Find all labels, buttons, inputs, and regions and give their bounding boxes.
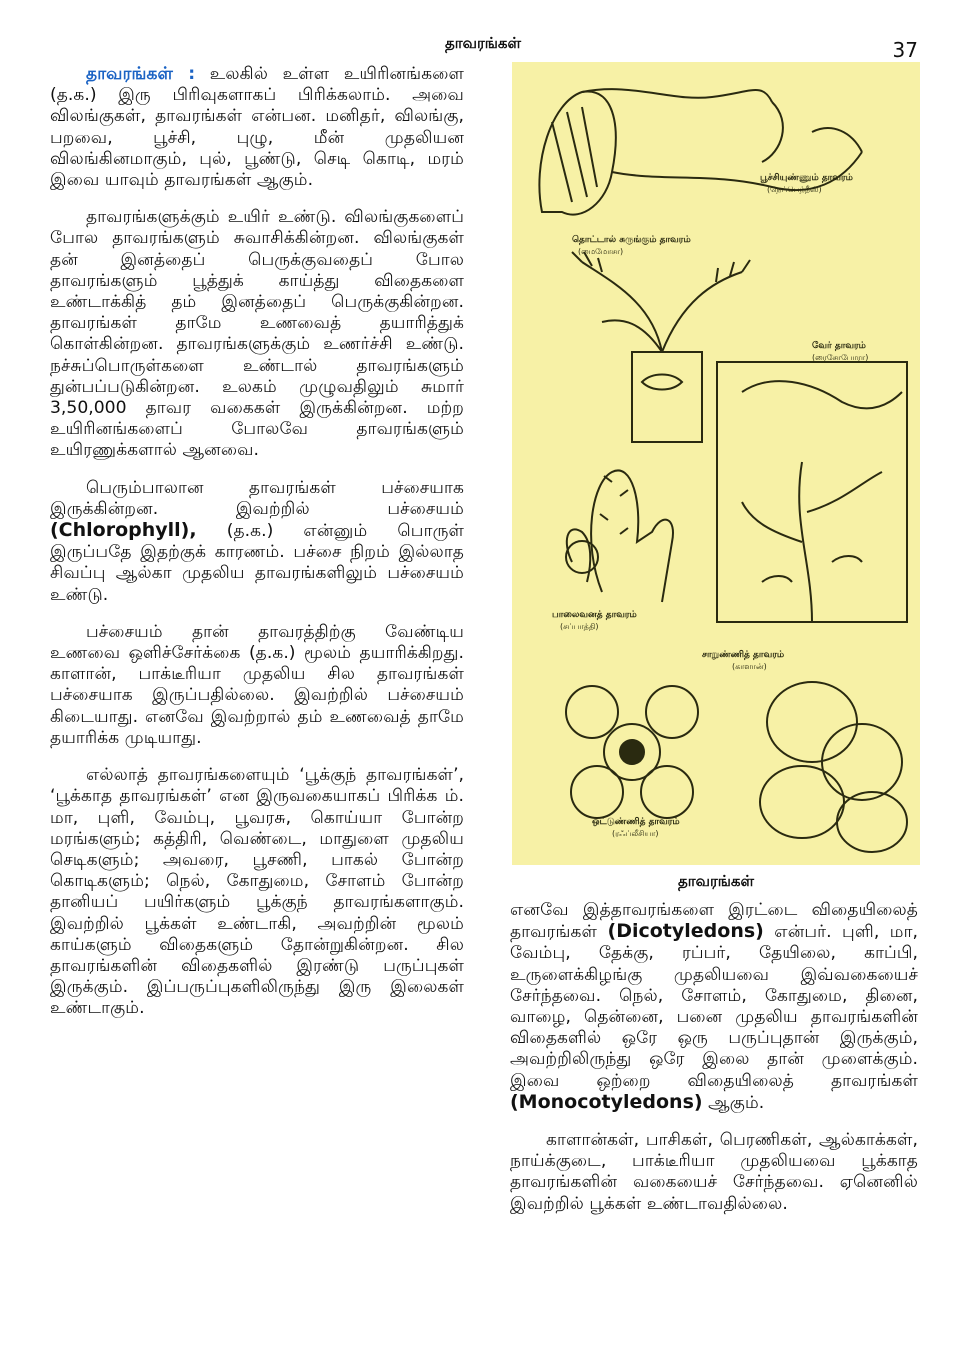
- label-parasite: சாறுண்ணித் தாவரம்: [702, 650, 785, 660]
- label-touch-sub: (மைமோசா): [578, 247, 624, 256]
- label-touch: தொட்டால் சுருங்கும் தாவரம்: [572, 235, 691, 245]
- label-pitcher-sub: (நெப்பெந்தீஸ்): [767, 185, 822, 194]
- term-heading: தாவரங்கள் :: [86, 64, 196, 84]
- label-root: வேர் தாவரம்: [812, 341, 866, 351]
- paragraph-dicot-monocot: எனவே இத்தாவரங்களை இரட்டை விதையிலைத் தாவரங்கள் (Dicotyledons) என்பர். புளி, மா, வேம்பு, தேக்கு, ரப்பர், தேயிலை, காப்பி, உருளைக்கிழங்கு முதலியவை இவ்வகையைச் சேர்ந்தவை. நெல், சோளம், கோதுமை, தினை, வாழை, தென்னை, பனை முதலிய தாவரங்களின் விதைகளில் ஒரே ஒரு பருப்புதான் இருக்கும், அவற்றிலிருந்து ஒரே இலை தான் முளைக்கும். இவை ஒற்றை விதையிலைத் தாவரங்கள் (Monocotyledons) ஆகும்.: [510, 900, 919, 1113]
- page-number: 37: [892, 38, 918, 62]
- latin-term-monocotyledons: (Monocotyledons): [510, 1090, 703, 1113]
- paragraph-photosynthesis: பச்சையம் தான் தாவரத்திற்கு வேண்டிய உணவை ஒளிச்சேர்க்கை (த.க.) மூலம் தயாரிக்கிறது. காளான், பாக்டீரியா முதலிய சில தாவரங்கள் பச்சையாக இருப்பதில்லை. இவற்றில் பச்சையம் கிடையாது. எனவே இவற்றால் தம் உணவைத் தாமே தயாரிக்க முடியாது.: [50, 621, 464, 748]
- label-parasite-sub: (காளான்): [732, 662, 767, 671]
- paragraph-plants-intro: [50, 64, 464, 191]
- cactus-drawing: [566, 470, 673, 602]
- mimosa-drawing: [572, 252, 750, 442]
- paragraph-non-flowering: காளான்கள், பாசிகள், பெரணிகள், ஆல்காக்கள், நாய்க்குடை, பாக்டீரியா முதலியவை பூக்காத தாவரங்களின் வகையைச் சேர்ந்தவை. ஏனெனில் இவற்றில் பூக்கள் உண்டாவதில்லை.: [510, 1130, 918, 1214]
- label-pitcher: பூச்சியுண்ணும் தாவரம்: [760, 173, 853, 183]
- label-cactus: பாலைவனத் தாவரம்: [552, 610, 637, 620]
- plants-illustration-svg: [512, 62, 920, 865]
- label-rafflesia: ஒட்டுண்ணித் தாவரம்: [592, 817, 680, 827]
- latin-term-dicotyledons: (Dicotyledons): [607, 920, 764, 943]
- plants-illustration: [512, 62, 920, 865]
- label-cactus-sub: (சப்பாத்தி): [560, 622, 599, 631]
- paragraph-chlorophyll: பெரும்பாலான தாவரங்கள் பச்சையாக இருக்கின்றன. இவற்றில் பச்சையம் (Chlorophyll), (த.க.) என்னும் பொருள் இருப்பதே இதற்குக் காரணம். பச்சை நிறம் இல்லாத சிவப்பு ஆல்கா முதலிய தாவரங்களிலும் பச்சையம் உண்டு.: [50, 477, 465, 605]
- pitcher-plant-drawing: [539, 89, 862, 214]
- water-plant-drawing: [717, 362, 907, 622]
- paragraph-flowering-plants: எல்லாத் தாவரங்களையும் ‘பூக்குந் தாவரங்கள்’, ‘பூக்காத தாவரங்கள்’ என இருவகையாகப் பிரிக்க ம். மா, புளி, வேம்பு, பூவரசு, கொய்யா போன்ற மரங்களும்; கத்திரி, வெண்டை, மாதுளை முதலிய செடிகளும்; அவரை, பூசணி, பாகல் போன்ற கொடிகளும்; நெல், கோதுமை, சோளம் போன்ற தானியப் பயிர்களும் பூக்குந் தாவரங்களாகும். இவற்றில் பூக்கள் உண்டாகி, அவற்றின் மூலம் காய்களும் விதைகளும் தோன்றுகின்றன. சில தாவரங்களின் விதைகளில் இரண்டு பருப்புகள் இருக்கும். இப்பருப்புகளிலிருந்து இரு இலைகள் உண்டாகும்.: [50, 765, 464, 1019]
- label-rafflesia-sub: (ரஃப்லீசியா): [612, 829, 659, 838]
- latin-term-chlorophyll: (Chlorophyll),: [50, 519, 197, 542]
- label-root-sub: (ரைசோபோரா): [812, 353, 869, 362]
- fungus-drawing: [760, 682, 907, 852]
- page-header-title: தாவரங்கள்: [445, 34, 521, 52]
- paragraph-plant-life: தாவரங்களுக்கும் உயிர் உண்டு. விலங்குகளைப் போல தாவரங்களும் சுவாசிக்கின்றன. விலங்குகள் தன் இனத்தைப் பெருக்குவதைப் போல தாவரங்களும் பூத்துக் காய்த்து விதைகளை உண்டாக்கித் தம் இனத்தைப் பெருக்குகின்றன. தாவரங்கள் தாமே உணவைத் தயாரித்துக் கொள்கின்றன. தாவரங்களுக்கும் உணர்ச்சி உண்டு. நச்சுப்பொருள்களை உண்டால் தாவரங்களும் துன்பப்படுகின்றன. உலகம் முழுவதிலும் சுமார் 3,50,000 தாவர வகைகள் இருக்கின்றன. மற்ற உயிரினங்களைப் போலவே தாவரங்களும் உயிரணுக்களால் ஆனவை.: [50, 207, 464, 461]
- rafflesia-drawing: [566, 686, 698, 818]
- left-column: [50, 64, 464, 1036]
- paragraph-text: உலகில் உள்ள உயிரினங்களை (த.க.) இரு பிரிவுகளாகப் பிரிக்கலாம். அவை விலங்குகள், தாவரங்கள் என்பன. மனிதர், விலங்கு, பறவை, பூச்சி, புழு, மீன் முதலியன விலங்கினமாகும், புல், பூண்டு, செடி கொடி, மரம் இவை யாவும் தாவரங்கள் ஆகும்.: [50, 64, 465, 191]
- figure-caption: தாவரங்கள்: [678, 872, 754, 890]
- right-column: [510, 900, 918, 1231]
